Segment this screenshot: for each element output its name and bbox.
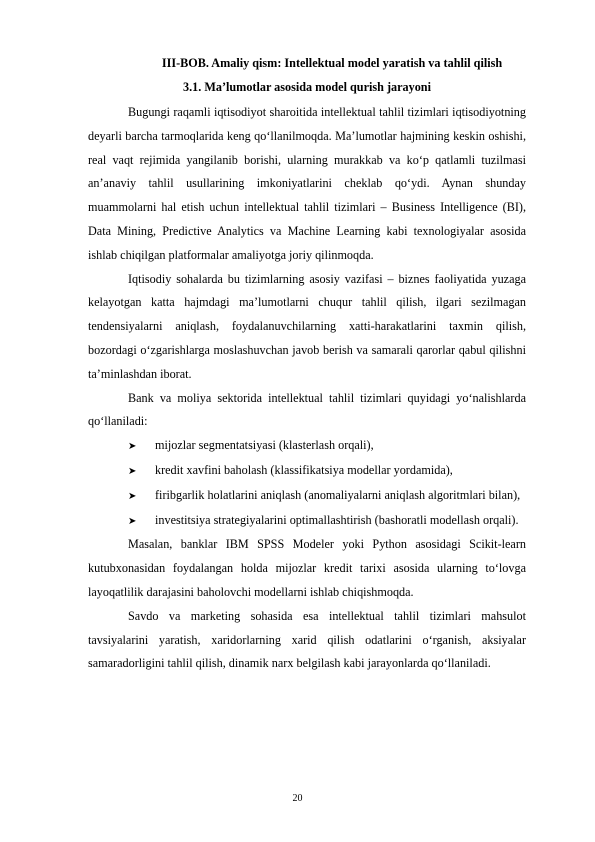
list-item <box>88 434 526 459</box>
body-text <box>88 101 526 676</box>
paragraph-marketing: Savdo va marketing sohasida esa intellektual tahlil tizimlari mahsulot tavsiyalarini yaratish, xaridorlarning xarid qilish odatlarini o‘rganish, aksiyalar samaradorligini tahlil qilish, dinamik narx belgilash kabi jarayonlarda qo‘llaniladi. <box>88 608 526 671</box>
chapter-heading: III-BOB. Amaliy qism: Intellektual model yaratish va tahlil qilish <box>161 56 503 70</box>
arrow-bullet-icon: ➤ <box>128 490 137 502</box>
arrow-bullet-icon: ➤ <box>128 441 137 453</box>
arrow-bullet-icon: ➤ <box>128 515 137 527</box>
paragraph-purpose: Iqtisodiy sohalarda bu tizimlarning asosiy vazifasi – biznes faoliyatida yuzaga kelayotgan katta hajmdagi ma’lumotlarni chuqur tahlil qilish, ilgari sezilmagan tendensiyalarni aniqlash, foydalanuvchilarning xatti-harakatlarini taxmin qilish, bozordagi o‘zgarishlarga moslashuvchan javob berish va samarali qarorlar qabul qilishni ta’minlashdan iborat. <box>88 271 526 381</box>
paragraph-example: Masalan, banklar IBM SPSS Modeler yoki Python asosidagi Scikit-learn kutubxonasidan foydalangan holda mijozlar kredit tarixi asosida ularning to‘lovga layoqatlilik darajasini baholovchi modellarni ishlab chiqishmoqda. <box>88 537 526 599</box>
list-item <box>88 509 526 534</box>
paragraph-bank-intro: Bank va moliya sektorida intellektual tahlil tizimlari quyidagi yo‘nalishlarda qo‘llaniladi: <box>88 390 526 429</box>
list-item-text: kredit xavfini baholash (klassifikatsiya modellar yordamida), <box>155 462 453 477</box>
list-item-text: investitsiya strategiyalarini optimallashtirish (bashoratli modellash orqali). <box>155 512 519 527</box>
list-item-text: firibgarlik holatlarini aniqlash (anomaliyalarni aniqlash algoritmlari bilan), <box>155 487 521 502</box>
list-item <box>88 484 526 509</box>
section-heading: 3.1. Ma’lumotlar asosida model qurish jarayoni <box>183 80 431 94</box>
page-number: 20 <box>292 793 303 804</box>
list-item-text: mijozlar segmentatsiyasi (klasterlash orqali), <box>155 438 374 453</box>
paragraph-intro: Bugungi raqamli iqtisodiyot sharoitida intellektual tahlil tizimlari iqtisodiyotning deyarli barcha tarmoqlarida keng qo‘llanilmoqda. Ma’lumotlar hajmining keskin oshishi, real vaqt rejimida yangilanib borishi, ularning murakkab va ko‘p qatlamli tuzilmasi an’anaviy tahlil usullarining imkoniyatlarini cheklab qo‘ydi. Aynan shunday muammolarni hal etish uchun intellektual tahlil tizimlari – Business Intelligence (BI), Data Mining, Predictive Analytics va Machine Learning kabi texnologiyalar asosida ishlab chiqilgan platformalar amaliyotga joriy qilinmoqda. <box>88 105 526 262</box>
arrow-bullet-icon: ➤ <box>128 465 137 477</box>
list-item <box>88 459 526 484</box>
